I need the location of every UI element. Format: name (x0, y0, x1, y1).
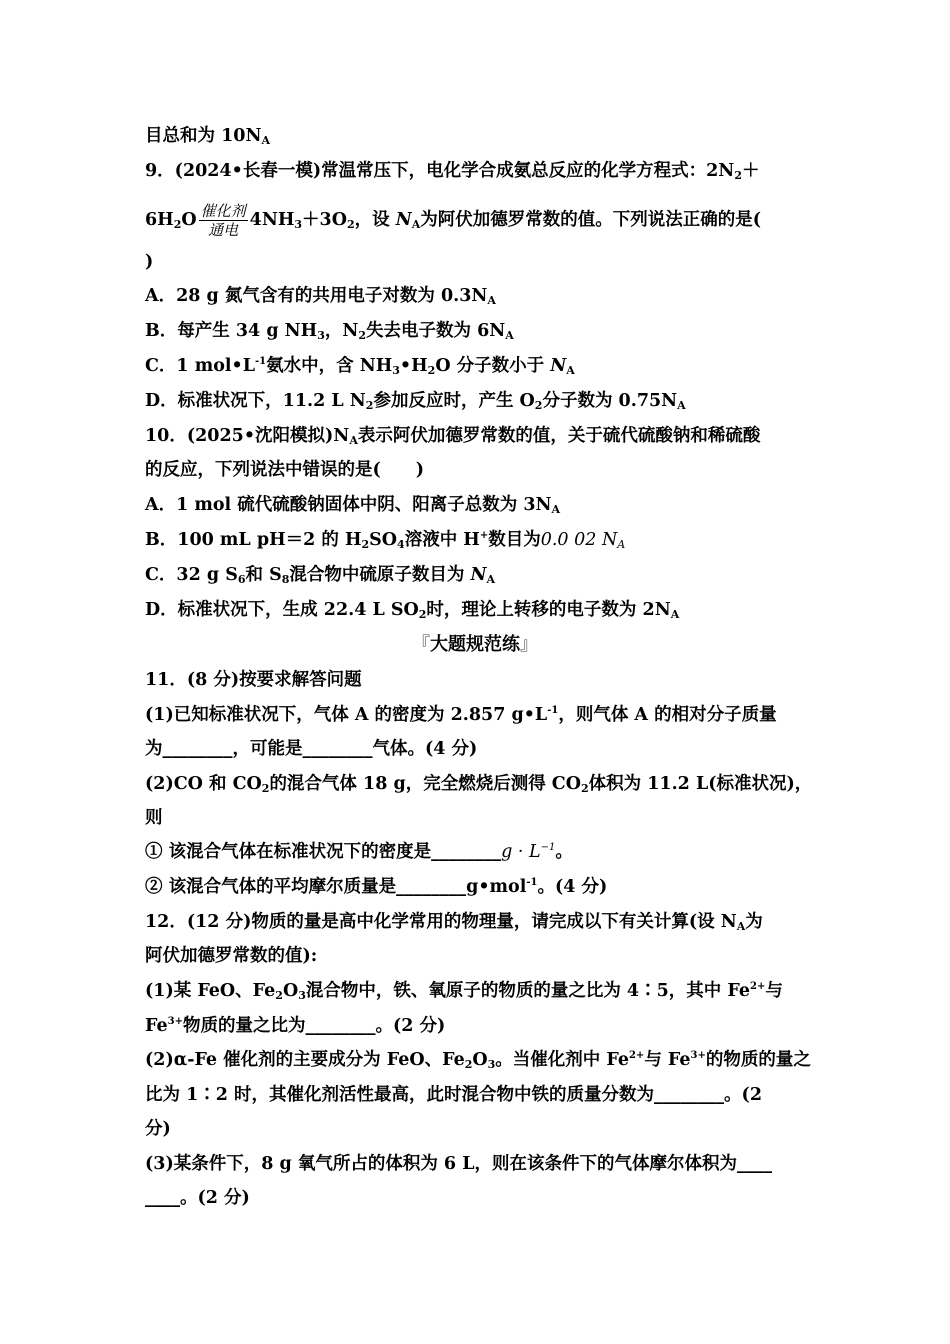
question-10-stem: 10．(2025•沈阳模拟)$N_A$表示阿伏加德罗常数的值，关于硫代硫酸钠和稀硫酸 (145, 426, 761, 447)
question-9-stem: 9．(2024•长春一模)常温常压下，电化学合成氨总反应的化学方程式：$2N_2+$ (145, 161, 760, 182)
question-11-sub1: ① 该混合气体在标准状况下的密度是________g · $L^{-1}$。 (145, 842, 573, 862)
question-11-part2-then: 则 (145, 808, 163, 828)
option-9a: A．28 g 氮气含有的共用电子对数为 $0.3N_A$ (145, 286, 496, 307)
question-12-stem: 12．(12 分)物质的量是高中化学常用的物理量，请完成以下有关计算(设 $N_A$为 (145, 912, 763, 933)
option-10b: B．100 mL pH＝2 的 $H_2SO_4$溶液中 H+数目为0.0 02 $N_A$ (145, 530, 626, 551)
question-12-part3-cont: ____。(2 分) (145, 1188, 250, 1208)
question-11-stem: 11．(8 分)按要求解答问题 (145, 670, 362, 690)
option-9d: D．标准状况下，11.2 L $N_2$参加反应时，产生 $O_2$分子数为 $0.75N_A$ (145, 391, 686, 412)
question-12-part1: (1)某 FeO、$Fe_2O_3$混合物中，铁、氧原子的物质的量之比为 4∶5，其中 $Fe^{2+}$与 (145, 981, 783, 1002)
question-11-part1-blanks: 为________，可能是________气体。(4 分) (145, 739, 478, 759)
question-11-sub2: ② 该混合气体的平均摩尔质量是________g•mol$^{-1}$。(4 分) (145, 877, 608, 897)
question-12-part3: (3)某条件下，8 g 氧气所占的体积为 6 L，则在该条件下的气体摩尔体积为____ (145, 1154, 772, 1174)
question-10-stem-2: 的反应，下列说法中错误的是( ) (145, 460, 425, 480)
option-10d: D．标准状况下，生成 22.4 L $SO_2$时，理论上转移的电子数为 $2N_A$ (145, 600, 680, 621)
option-10a: A．1 mol 硫代硫酸钠固体中阴、阳离子总数为 $3N_A$ (145, 495, 561, 516)
option-9b: B．每产生 34 g $NH_3$，$N_2$失去电子数为 $6N_A$ (145, 321, 514, 342)
line-1: 目总和为 $10N_A$ (145, 126, 270, 147)
option-9c: C．1 $mol•L^{-1}$氨水中，含 $NH_3•H_2O$ 分子数小于 $N_A$ (145, 356, 575, 377)
question-12-part2-score: 分) (145, 1119, 171, 1139)
question-12-part2: (2)α-Fe 催化剂的主要成分为 FeO、$Fe_2O_3$。当催化剂中 $Fe^{2+}$与 $Fe^{3+}$的物质的量之 (145, 1050, 811, 1071)
reaction-condition: $\frac{\text{催化剂}}{\text{通电}}$ (200, 202, 246, 239)
question-11-part2: (2)CO 和 $CO_2$的混合气体 18 g，完全燃烧后测得 $CO_2$体积为 11.2 L(标准状况)， (145, 774, 813, 795)
question-12-part1-cont: $Fe^{3+}$物质的量之比为________。(2 分) (145, 1016, 446, 1036)
section-banner: 『大题规范练』 (412, 634, 538, 655)
question-9-equation: $6H_2O$ $\frac{\text{催化剂}}{\text{通电}}$ $4NH_3+3O_2$，设 $N_A$为阿伏加德罗常数的值。下列说法正确的是( (145, 202, 762, 239)
question-12-part2-cont: 比为 1∶2 时，其催化剂活性最高，此时混合物中铁的质量分数为________。(2 (145, 1085, 762, 1105)
question-11-part1: (1)已知标准状况下，气体 A 的密度为 2.857 $g•L^{-1}$，则气体 A 的相对分子质量 (145, 705, 777, 725)
question-12-stem-2: 阿伏加德罗常数的值): (145, 946, 318, 966)
question-9-bracket: ) (145, 252, 154, 272)
option-10c: C．32 g $S_6$和 $S_8$混合物中硫原子数目为 $N_A$ (145, 565, 496, 586)
